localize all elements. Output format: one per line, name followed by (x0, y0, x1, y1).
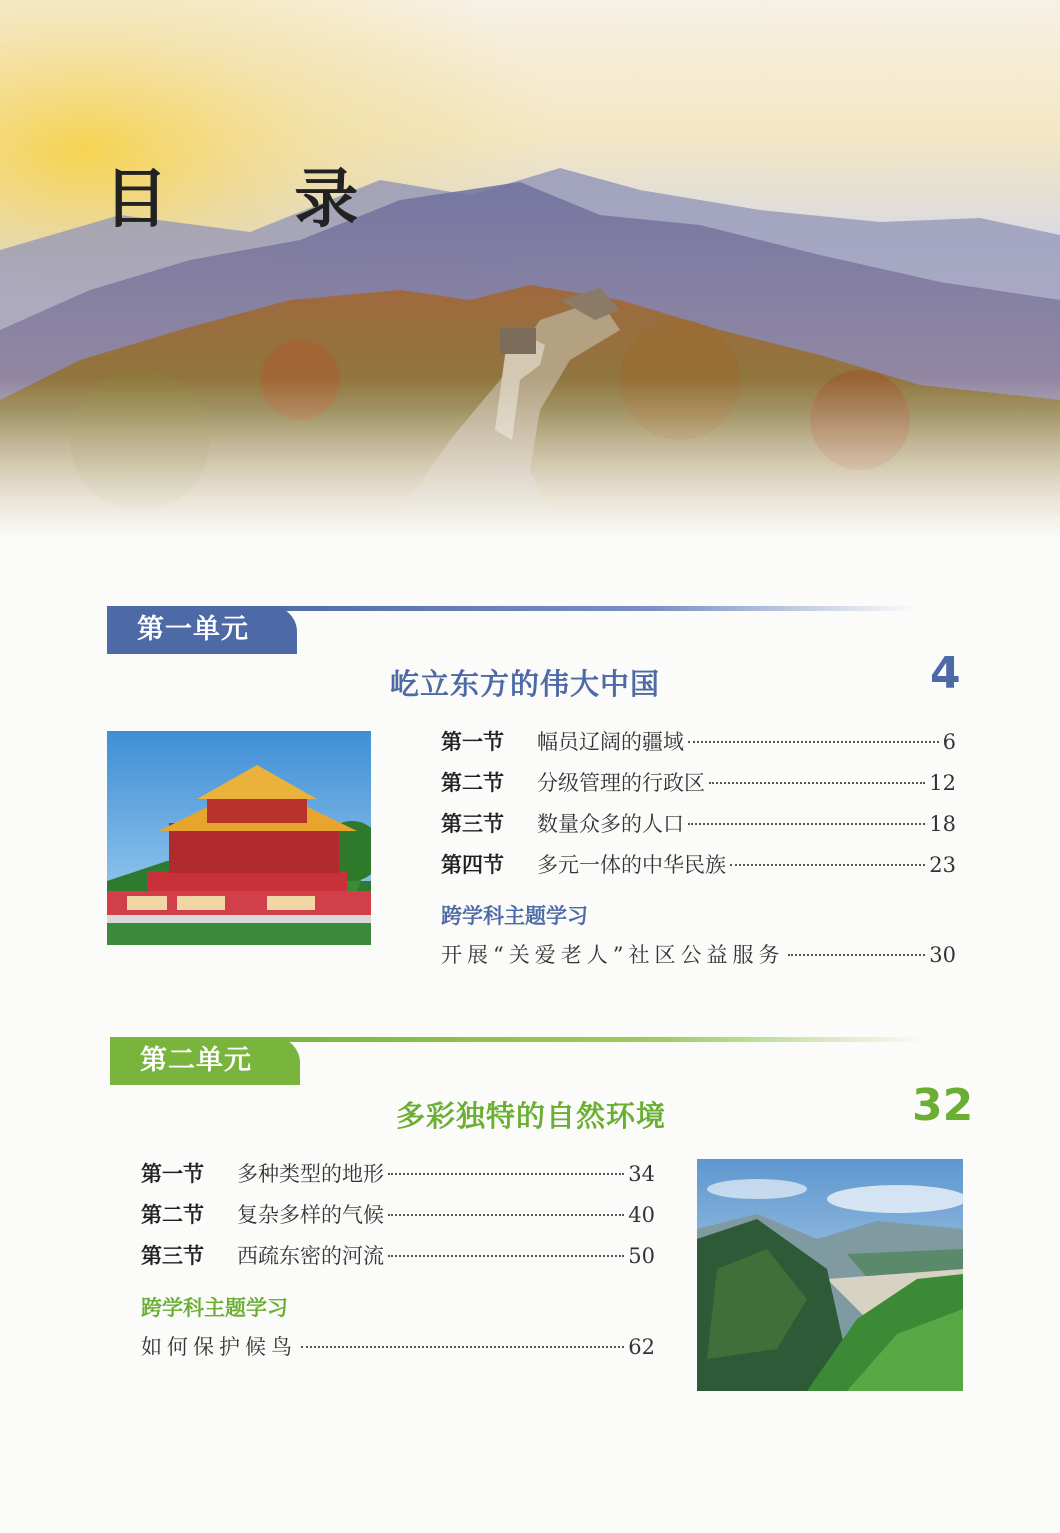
unit1-page-number[interactable]: 4 (930, 648, 961, 699)
section-page: 12 (929, 771, 956, 795)
unit2-section-3[interactable] (141, 1240, 655, 1272)
section-label: 第一节 (441, 730, 504, 754)
page-title: 目 录 (104, 162, 411, 237)
unit1-tab: 第一单元 (107, 606, 297, 654)
river-gorge-photo (697, 1159, 963, 1391)
leader-dots (688, 741, 939, 743)
leader-dots (388, 1214, 624, 1216)
unit2-page-number[interactable]: 32 (912, 1080, 974, 1131)
section-label: 第四节 (441, 853, 504, 877)
unit2-tab: 第二单元 (110, 1037, 300, 1085)
section-name: 复杂多样的气候 (237, 1203, 384, 1227)
unit2-topic[interactable] (141, 1331, 655, 1363)
unit1-section-1[interactable] (441, 726, 956, 758)
unit1-section-4[interactable] (441, 849, 956, 881)
section-page: 34 (628, 1162, 655, 1186)
unit2-section-1[interactable] (141, 1158, 655, 1190)
unit1-rule (257, 606, 917, 611)
unit1-topic[interactable] (441, 939, 956, 971)
unit1-section-2[interactable] (441, 767, 956, 799)
topic-name: 如何保护候鸟 (141, 1335, 297, 1359)
section-page: 18 (929, 812, 956, 836)
section-name: 幅员辽阔的疆域 (537, 730, 684, 754)
section-page: 50 (628, 1244, 655, 1268)
leader-dots (388, 1173, 624, 1175)
section-name: 西疏东密的河流 (237, 1244, 384, 1268)
unit1-topic-heading: 跨学科主题学习 (441, 904, 588, 928)
unit2-topic-heading: 跨学科主题学习 (141, 1296, 288, 1320)
leader-dots (301, 1346, 624, 1348)
leader-dots (388, 1255, 624, 1257)
section-page: 23 (929, 853, 956, 877)
unit1-title[interactable]: 屹立东方的伟大中国 (390, 667, 661, 701)
section-name: 多元一体的中华民族 (537, 853, 726, 877)
topic-page: 62 (628, 1335, 655, 1359)
unit2-header-bar (110, 1037, 925, 1085)
leader-dots (730, 864, 925, 866)
section-label: 第二节 (441, 771, 504, 795)
hero-great-wall-photo (0, 0, 1060, 540)
unit2-rule (260, 1037, 925, 1042)
leader-dots (688, 823, 925, 825)
section-name: 多种类型的地形 (237, 1162, 384, 1186)
section-page: 40 (628, 1203, 655, 1227)
section-label: 第三节 (141, 1244, 204, 1268)
section-page: 6 (942, 730, 956, 754)
section-label: 第二节 (141, 1203, 204, 1227)
section-name: 数量众多的人口 (537, 812, 684, 836)
topic-page: 30 (929, 943, 956, 967)
unit2-title[interactable]: 多彩独特的自然环境 (396, 1099, 667, 1133)
unit2-section-2[interactable] (141, 1199, 655, 1231)
section-label: 第一节 (141, 1162, 204, 1186)
section-name: 分级管理的行政区 (537, 771, 705, 795)
unit1-section-3[interactable] (441, 808, 956, 840)
leader-dots (709, 782, 925, 784)
unit1-header-bar (107, 606, 917, 654)
tiananmen-gate-photo (107, 731, 371, 945)
topic-name: 开展“关爱老人”社区公益服务 (441, 943, 785, 967)
leader-dots (788, 954, 925, 956)
section-label: 第三节 (441, 812, 504, 836)
